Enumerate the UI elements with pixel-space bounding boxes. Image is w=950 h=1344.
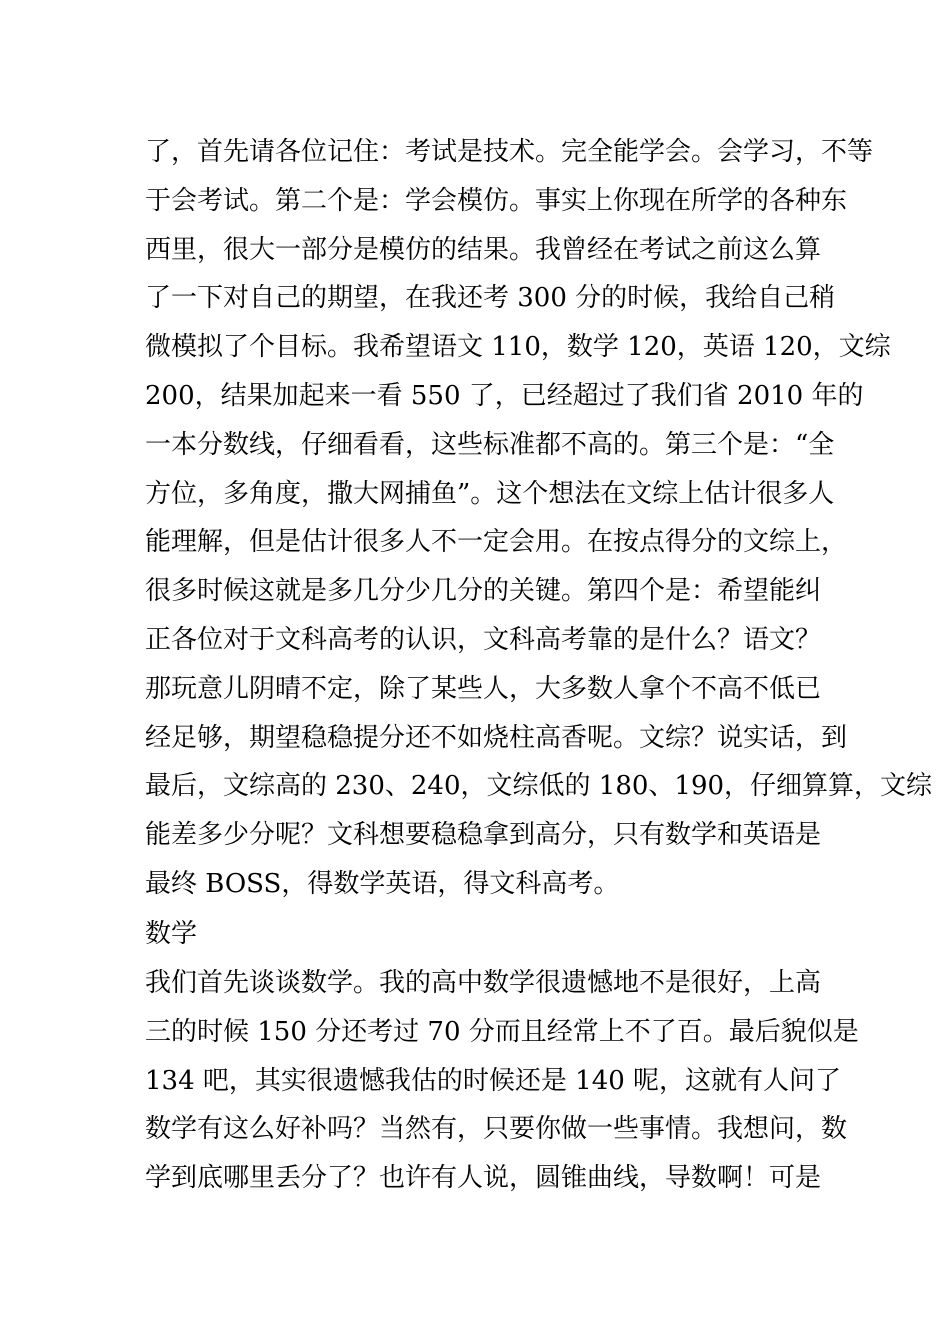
- text-line: 正各位对于文科高考的认识，文科高考靠的是什么？语文？: [145, 624, 822, 655]
- text-line: 很多时候这就是多几分少几分的关键。第四个是：希望能纠: [145, 576, 822, 607]
- text-line: 能差多少分呢？文科想要稳稳拿到高分，只有数学和英语是: [145, 820, 822, 851]
- text-line: 西里，很大一部分是模仿的结果。我曾经在考试之前这么算: [145, 234, 822, 265]
- text-line: 那玩意儿阴晴不定，除了某些人，大多数人拿个不高不低已: [145, 673, 822, 704]
- paragraph-exam-strategy: [145, 128, 933, 909]
- text-line: 微模拟了个目标。我希望语文 110，数学 120，英语 120，文综: [145, 332, 891, 363]
- section-heading: 数学: [145, 919, 198, 949]
- section-heading-math: [145, 910, 825, 959]
- text-line: 一本分数线，仔细看看，这些标准都不高的。第三个是：“全: [145, 429, 835, 460]
- text-line: 134 吧，其实很遗憾我估的时候还是 140 呢，这就有人问了: [145, 1065, 842, 1096]
- text-line: 能理解，但是估计很多人不一定会用。在按点得分的文综上，: [145, 527, 848, 558]
- text-line: 数学有这么好补吗？当然有，只要你做一些事情。我想问，数: [145, 1114, 848, 1145]
- text-line: 最终 BOSS，得数学英语，得文科高考。: [145, 868, 620, 899]
- text-line: 了一下对自己的期望，在我还考 300 分的时候，我给自己稍: [145, 283, 836, 314]
- paragraph-math-intro: [145, 959, 859, 1203]
- text-line: 经足够，期望稳稳提分还不如烧柱高香呢。文综？说实话，到: [145, 722, 848, 753]
- text-line: 三的时候 150 分还考过 70 分而且经常上不了百。最后貌似是: [145, 1016, 859, 1047]
- text-line: 我们首先谈谈数学。我的高中数学很遗憾地不是很好，上高: [145, 968, 822, 998]
- text-line: 学到底哪里丢分了？也许有人说，圆锥曲线，导数啊！可是: [145, 1163, 822, 1194]
- text-line: 了，首先请各位记住：考试是技术。完全能学会。会学习，不等: [145, 137, 874, 167]
- text-line: 于会考试。第二个是：学会模仿。事实上你现在所学的各种东: [145, 185, 848, 216]
- text-line: 方位，多角度，撒大网捕鱼”。这个想法在文综上估计很多人: [145, 478, 835, 509]
- text-line: 最后，文综高的 230、240，文综低的 180、190，仔细算算，文综: [145, 771, 933, 802]
- text-line: 200，结果加起来一看 550 了，已经超过了我们省 2010 年的: [145, 380, 864, 411]
